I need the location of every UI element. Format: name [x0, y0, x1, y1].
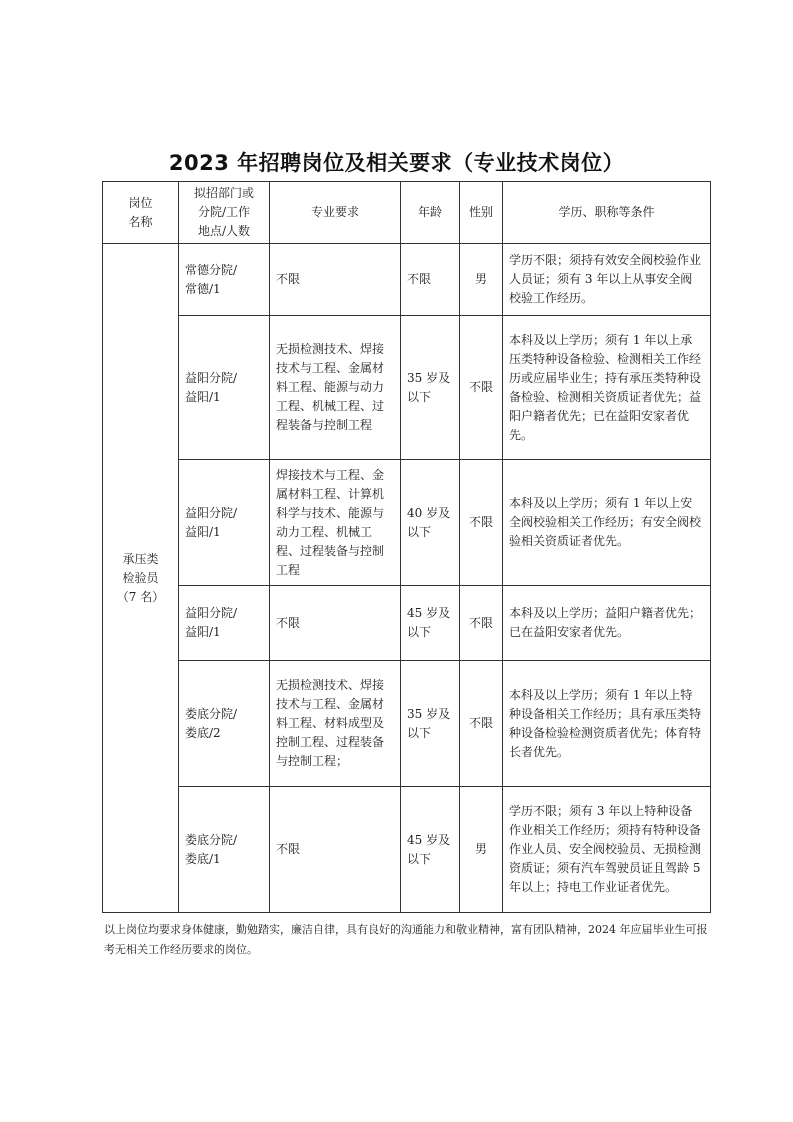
age-cell: 45 岁及 以下	[401, 586, 460, 661]
header-position: 岗位 名称	[103, 182, 179, 244]
dept-cell: 娄底分院/ 娄底/1	[179, 787, 270, 913]
header-age: 年龄	[401, 182, 460, 244]
header-department: 拟招部门或 分院/工作 地点/人数	[179, 182, 270, 244]
age-cell: 35 岁及 以下	[401, 661, 460, 787]
major-cell: 焊接技术与工程、金属材料工程、计算机科学与技术、能源与动力工程、机械工程、过程装备与控制工程	[270, 460, 401, 586]
requirements-cell: 本科及以上学历；须有 1 年以上特种设备相关工作经历；具有承压类特种设备检验检测资质者优先；体育特长者优先。	[503, 661, 711, 787]
header-major: 专业要求	[270, 182, 401, 244]
dept-cell: 益阳分院/ 益阳/1	[179, 316, 270, 460]
dept-cell: 常德分院/ 常德/1	[179, 244, 270, 316]
gender-cell: 男	[460, 787, 503, 913]
requirements-cell: 学历不限；须有 3 年以上特种设备作业相关工作经历；须持有特种设备作业人员、安全阀校验员、无损检测资质证；须有汽车驾驶员证且驾龄 5 年以上；持电工作业证者优先。	[503, 787, 711, 913]
major-cell: 不限	[270, 586, 401, 661]
gender-cell: 不限	[460, 460, 503, 586]
header-requirements: 学历、职称等条件	[503, 182, 711, 244]
position-name: 承压类 检验员 （7 名）	[103, 244, 179, 913]
gender-cell: 不限	[460, 661, 503, 787]
requirements-cell: 学历不限；须持有效安全阀校验作业人员证；须有 3 年以上从事安全阀校验工作经历。	[503, 244, 711, 316]
job-requirements-table	[102, 181, 711, 913]
major-cell: 不限	[270, 787, 401, 913]
age-cell: 35 岁及 以下	[401, 316, 460, 460]
major-cell: 无损检测技术、焊接技术与工程、金属材料工程、能源与动力工程、机械工程、过程装备与控制工程	[270, 316, 401, 460]
requirements-cell: 本科及以上学历；益阳户籍者优先；已在益阳安家者优先。	[503, 586, 711, 661]
footnote: 以上岗位均要求身体健康，勤勉踏实，廉洁自律，具有良好的沟通能力和敬业精神，富有团队精神，2024 年应届毕业生可报考无相关工作经历要求的岗位。	[104, 923, 708, 956]
page-title: 2023 年招聘岗位及相关要求（专业技术岗位）	[168, 151, 625, 175]
table-row	[103, 316, 711, 460]
table-row	[103, 244, 711, 316]
dept-cell: 娄底分院/ 娄底/2	[179, 661, 270, 787]
major-cell: 不限	[270, 244, 401, 316]
dept-cell: 益阳分院/ 益阳/1	[179, 460, 270, 586]
age-cell: 45 岁及 以下	[401, 787, 460, 913]
table-row	[103, 586, 711, 661]
gender-cell: 不限	[460, 586, 503, 661]
table-row	[103, 787, 711, 913]
dept-cell: 益阳分院/ 益阳/1	[179, 586, 270, 661]
table-row	[103, 661, 711, 787]
requirements-cell: 本科及以上学历；须有 1 年以上安全阀校验相关工作经历；有安全阀校验相关资质证者优先。	[503, 460, 711, 586]
table-header-row	[103, 182, 711, 244]
age-cell: 40 岁及 以下	[401, 460, 460, 586]
age-cell: 不限	[401, 244, 460, 316]
major-cell: 无损检测技术、焊接技术与工程、金属材料工程、材料成型及控制工程、过程装备与控制工程；	[270, 661, 401, 787]
gender-cell: 男	[460, 244, 503, 316]
header-gender: 性别	[460, 182, 503, 244]
requirements-cell: 本科及以上学历；须有 1 年以上承压类特种设备检验、检测相关工作经历或应届毕业生；持有承压类特种设备检验、检测相关资质证者优先；益阳户籍者优先；已在益阳安家者优先。	[503, 316, 711, 460]
gender-cell: 不限	[460, 316, 503, 460]
table-row	[103, 460, 711, 586]
